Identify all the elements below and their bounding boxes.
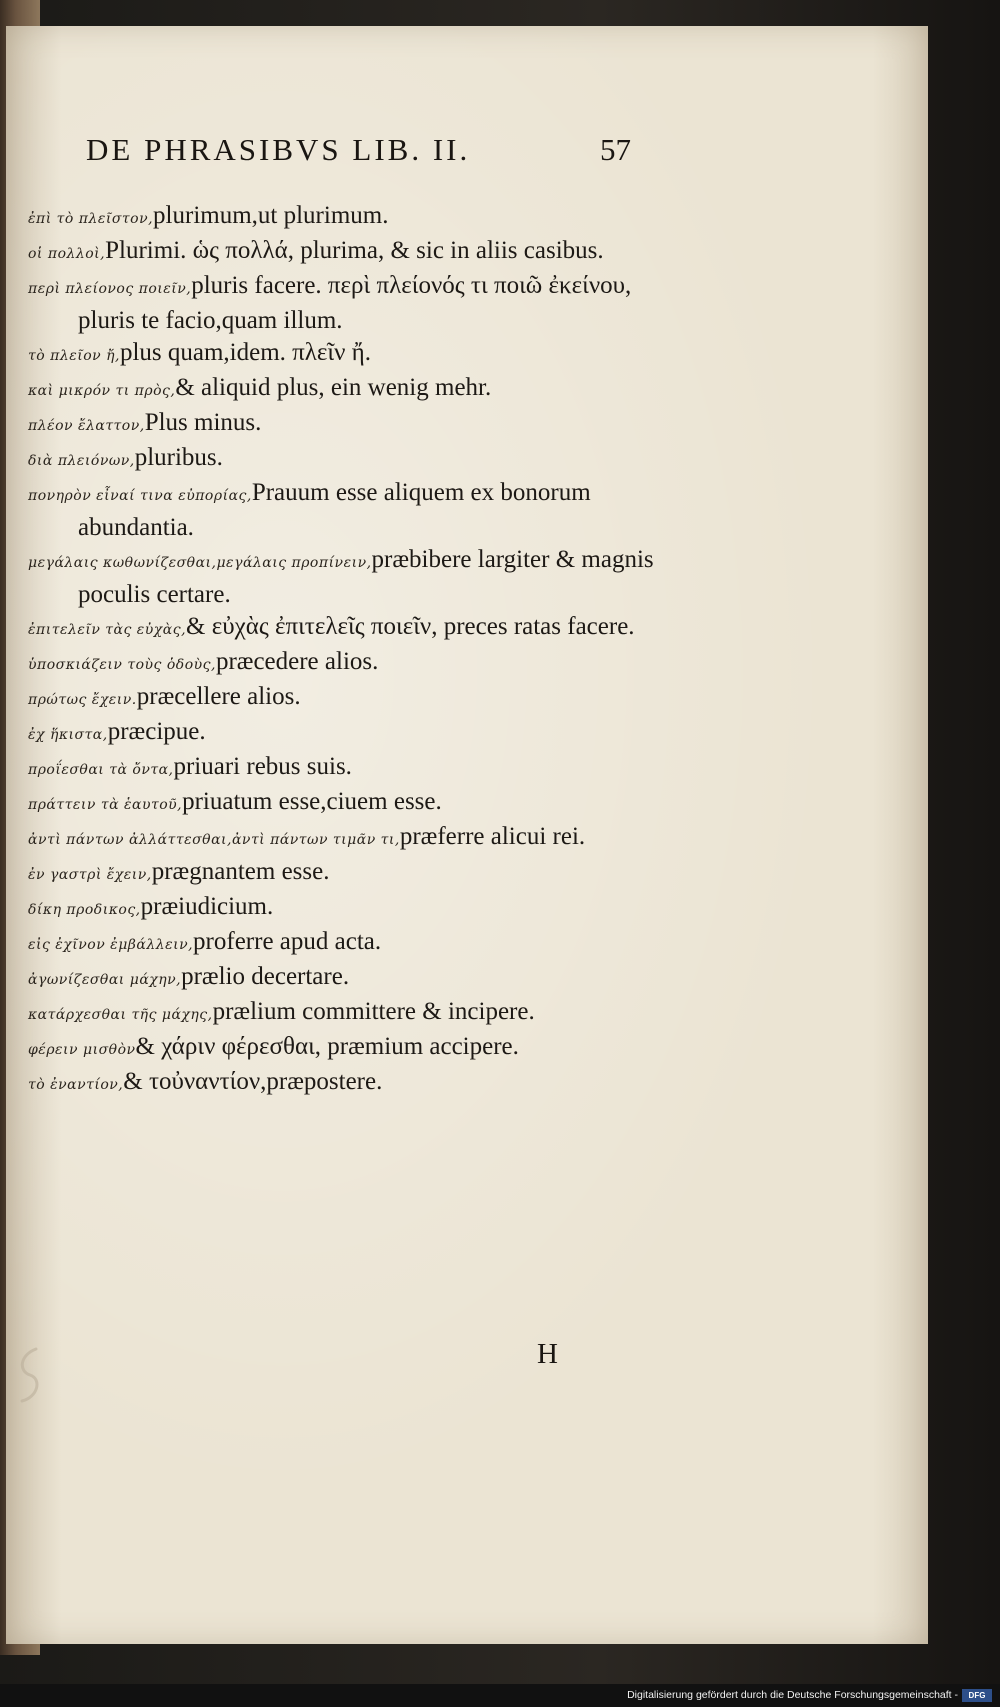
latin-gloss: plurimum,ut plurimum.	[153, 202, 389, 229]
list-item	[28, 891, 688, 926]
greek-phrase: διὰ πλειόνων,	[28, 453, 135, 469]
greek-phrase: τὸ πλεῖον ἤ,	[28, 348, 120, 364]
greek-phrase: ἀγωνίζεσθαι μάχην,	[28, 972, 182, 988]
list-item	[28, 681, 688, 716]
list-item	[28, 200, 688, 235]
greek-phrase: τὸ ἐναντίον,	[28, 1077, 124, 1093]
list-item	[28, 1066, 688, 1101]
greek-phrase: φέρειν μισθὸν	[28, 1042, 136, 1058]
list-item	[28, 751, 688, 786]
latin-gloss: præcedere alios.	[215, 648, 379, 675]
greek-phrase: προΐεσθαι τὰ ὄντα,	[28, 762, 174, 778]
dfg-logo: DFG	[962, 1689, 992, 1702]
running-head: DE PHRASIBVS LIB. II.	[86, 132, 471, 167]
greek-phrase: ἀντὶ πάντων ἀλλάττεσθαι,ἀντὶ πάντων τιμᾶν τι,	[28, 832, 400, 848]
greek-phrase: μεγάλαις κωθωνίζεσθαι,μεγάλαις προπίνειν,	[28, 555, 372, 571]
list-item	[28, 716, 688, 751]
greek-phrase: εἰς ἐχῖνον ἐμβάλλειν,	[28, 937, 194, 953]
phrase-list	[28, 200, 688, 1101]
list-item	[28, 611, 688, 646]
latin-gloss: & τοὐναντίον,præpostere.	[123, 1068, 383, 1095]
greek-phrase: ἐπιτελεῖν τὰς εὐχὰς,	[28, 622, 187, 638]
latin-gloss: & aliquid plus, ein wenig mehr.	[175, 374, 492, 401]
list-item	[28, 372, 688, 407]
greek-phrase: δίκη προδικος,	[28, 902, 141, 918]
greek-phrase: κατάρχεσθαι τῆς μάχης,	[28, 1007, 213, 1023]
greek-phrase: πράττειν τὰ ἑαυτοῦ,	[28, 797, 183, 813]
latin-gloss: prælium committere & incipere.	[212, 998, 535, 1025]
page-number: 57	[600, 132, 631, 167]
list-item	[28, 477, 688, 544]
latin-gloss: priuari rebus suis.	[173, 753, 352, 780]
greek-phrase: πρώτως ἔχειν.	[28, 692, 137, 708]
footer-bar	[0, 1684, 1000, 1707]
greek-phrase: πλέον ἔλαττον,	[28, 418, 145, 434]
latin-gloss: Plurimi. ὡς πολλά, plurima, & sic in aliis casibus.	[105, 237, 604, 264]
greek-phrase: ἐν γαστρὶ ἔχειν,	[28, 867, 152, 883]
list-item	[28, 961, 688, 996]
latin-gloss: prægnantem esse.	[151, 858, 330, 885]
greek-phrase: περὶ πλείονος ποιεῖν,	[28, 281, 192, 297]
pencil-annotation-icon	[14, 1345, 44, 1405]
list-item	[28, 926, 688, 961]
list-item	[28, 235, 688, 270]
greek-phrase: ὑποσκιάζειν τοὺς ὁδοὺς,	[28, 657, 216, 673]
latin-gloss: præcellere alios.	[136, 683, 301, 710]
latin-gloss: & εὐχὰς ἐπιτελεῖς ποιεῖν, preces ratas facere.	[186, 613, 635, 640]
greek-phrase: καὶ μικρόν τι πρὸς,	[28, 383, 176, 399]
list-item	[28, 442, 688, 477]
greek-phrase: ἐπὶ τὸ πλεῖστον,	[28, 211, 154, 227]
list-item	[28, 856, 688, 891]
latin-gloss: præiudicium.	[140, 893, 274, 920]
list-item	[28, 646, 688, 681]
latin-gloss: proferre apud acta.	[193, 928, 382, 955]
footer-credit: Digitalisierung gefördert durch die Deutsche Forschungsgemeinschaft -	[627, 1689, 958, 1701]
greek-phrase: ἐχ ἥκιστα,	[28, 727, 108, 743]
greek-phrase: πονηρὸν εἶναί τινα εὐπορίας,	[28, 488, 252, 504]
list-item	[28, 786, 688, 821]
latin-gloss: priuatum esse,ciuem esse.	[182, 788, 442, 815]
latin-gloss: plus quam,idem. πλεῖν ἤ.	[119, 339, 371, 366]
list-item	[28, 1031, 688, 1066]
latin-gloss: & χάριν φέρεσθαι, præmium accipere.	[135, 1033, 519, 1060]
list-item	[28, 821, 688, 856]
latin-gloss: præcipue.	[107, 718, 206, 745]
list-item	[28, 270, 688, 337]
latin-gloss: pluris facere. περὶ πλείονός τι ποιῶ ἐκείνου, pluris te facio,quam illum.	[78, 272, 632, 334]
latin-gloss: prælio decertare.	[181, 963, 350, 990]
list-item	[28, 996, 688, 1031]
list-item	[28, 544, 688, 611]
signature-mark: H	[537, 1338, 558, 1370]
latin-gloss: Prauum esse aliquem ex bonorum abundantia.	[78, 479, 591, 541]
latin-gloss: pluribus.	[134, 444, 223, 471]
list-item	[28, 337, 688, 372]
latin-gloss: præferre alicui rei.	[399, 823, 586, 850]
latin-gloss: Plus minus.	[144, 409, 262, 436]
list-item	[28, 407, 688, 442]
latin-gloss: præbibere largiter & magnis poculis certare.	[78, 546, 654, 608]
greek-phrase: οἱ πολλοὶ,	[28, 246, 106, 262]
